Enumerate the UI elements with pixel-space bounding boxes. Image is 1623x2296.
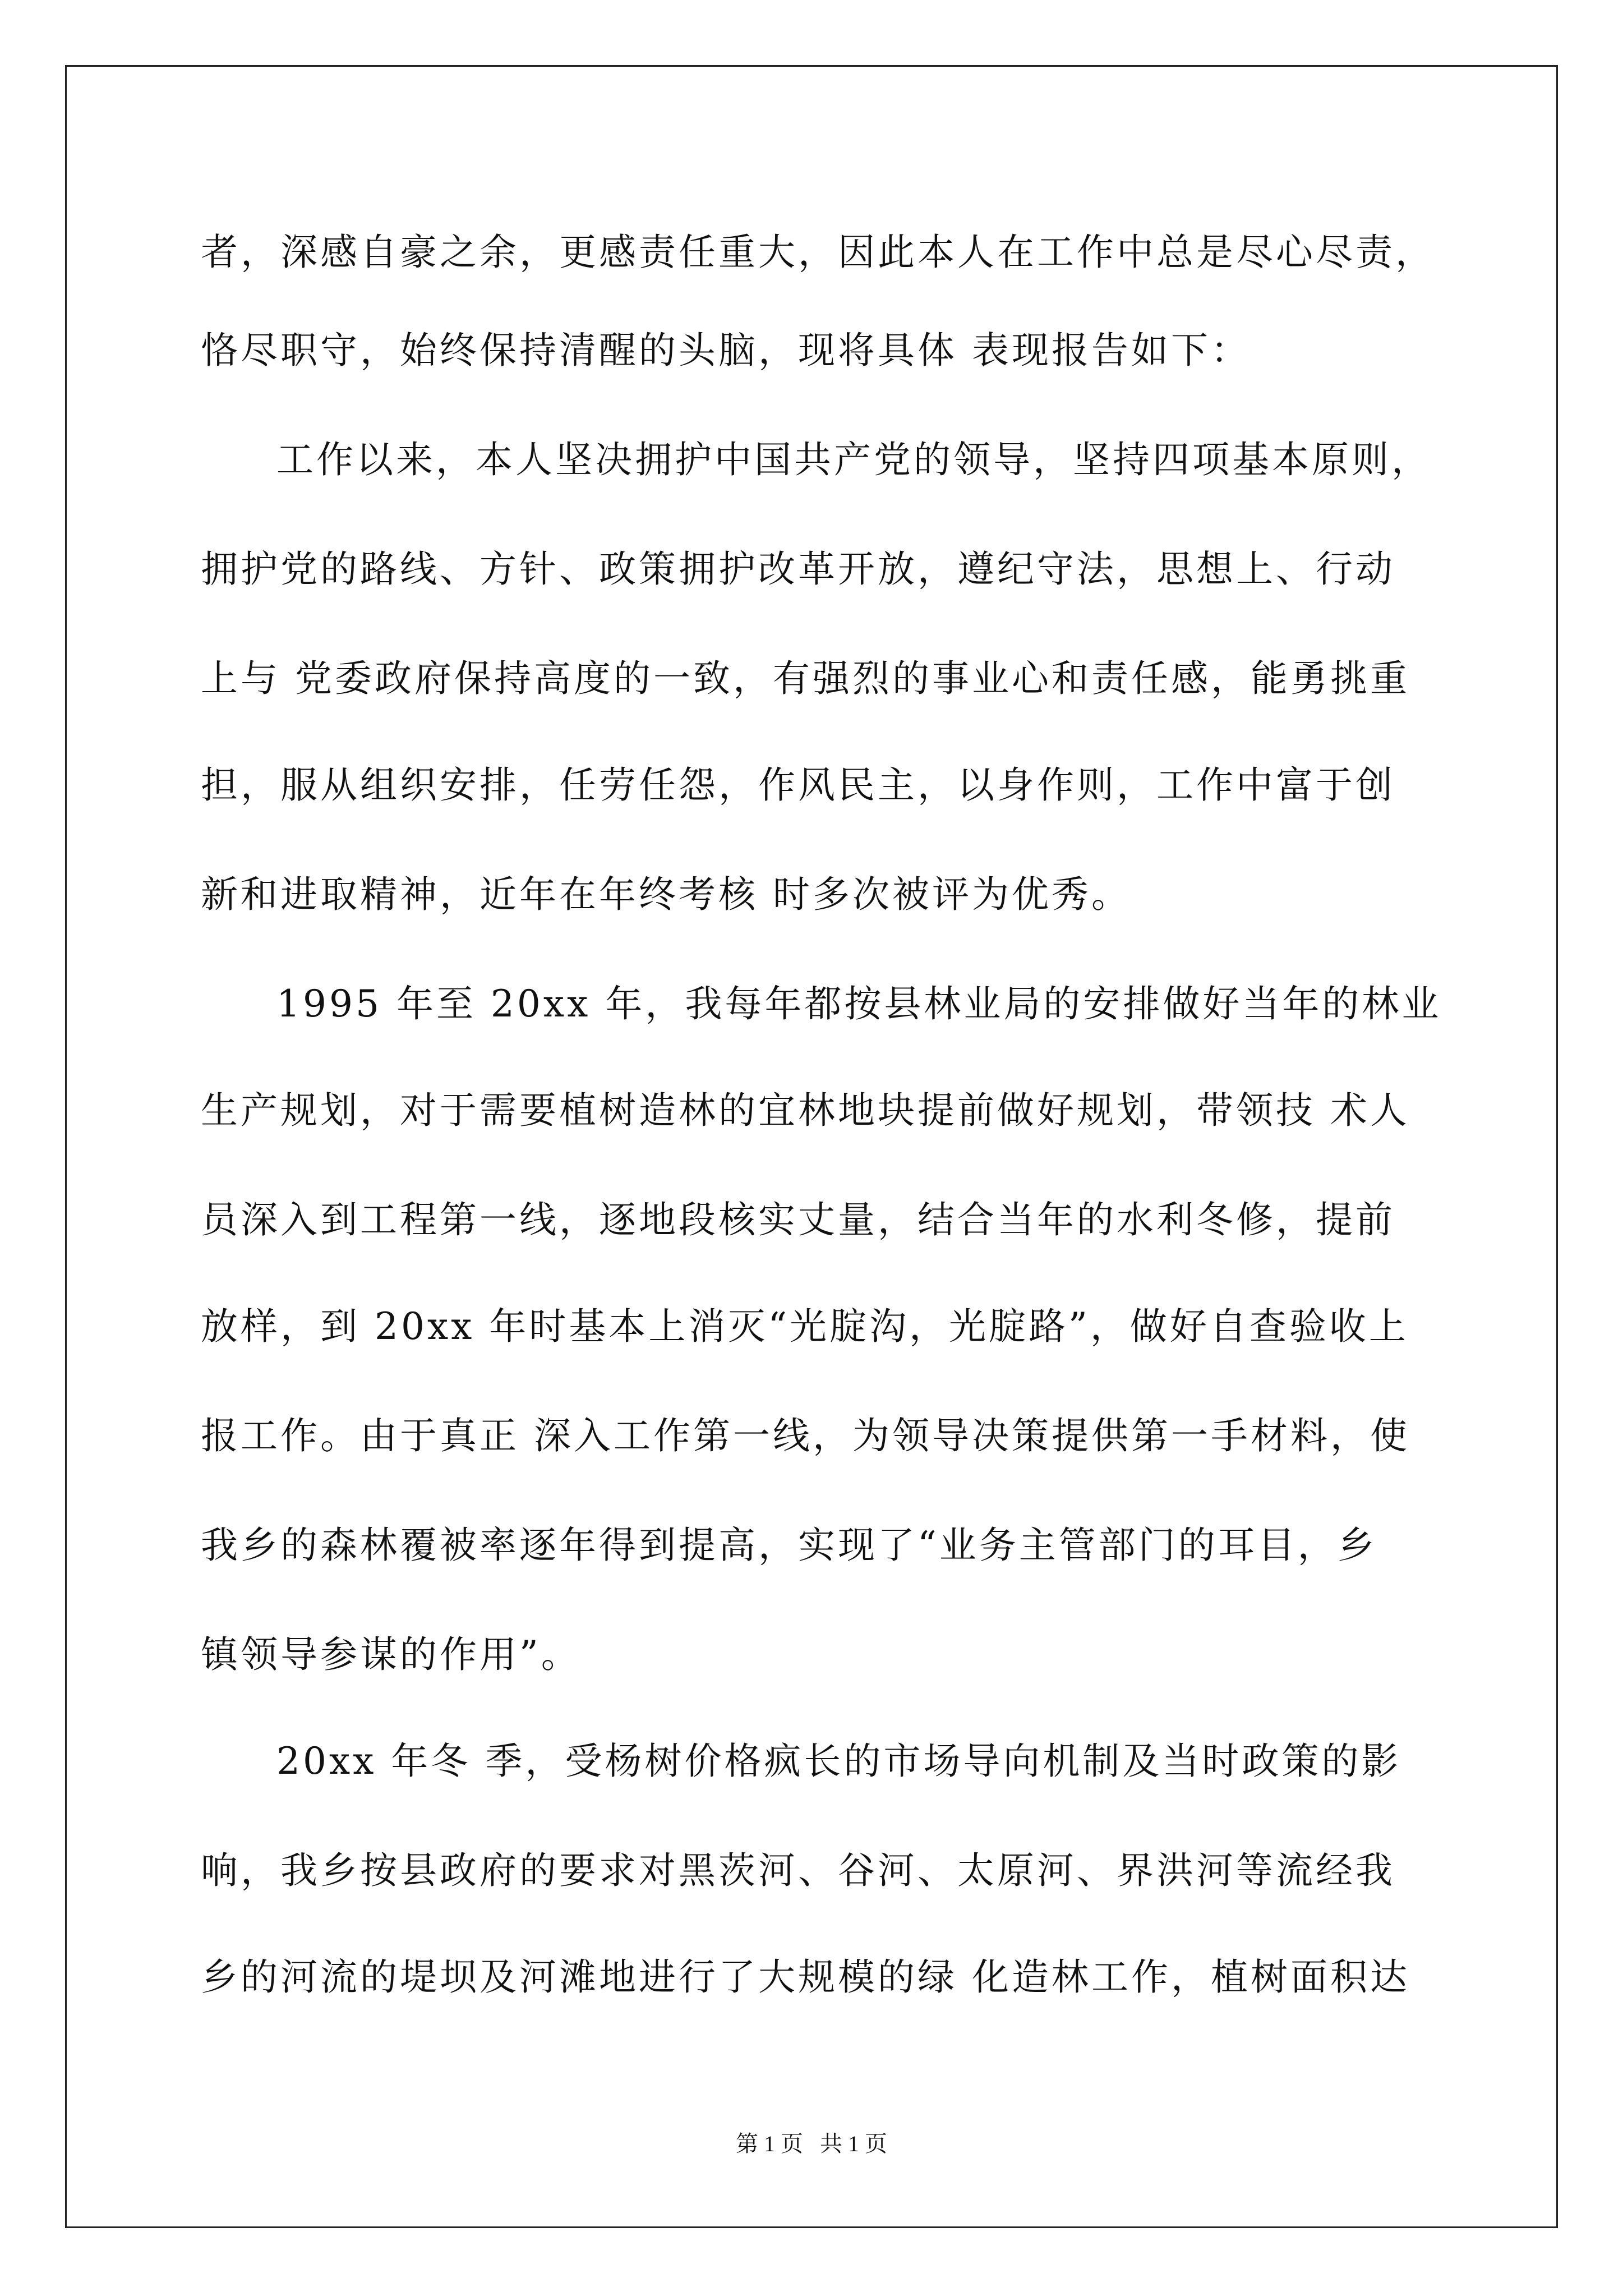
- page-border: [65, 65, 1558, 2228]
- text-line: 拥护党的路线、方针、政策拥护改革开放，遵纪守法，思想上、行动: [201, 547, 1395, 591]
- text-line: 担，服从组织安排，任劳任怨，作风民主，以身作则，工作中富于创: [201, 763, 1395, 807]
- text-line: 放样，到 20xx 年时基本上消灭“光腚沟，光腚路”，做好自查验收上: [201, 1305, 1409, 1348]
- paragraph-start-line: 20xx 年冬 季，受杨树价格疯长的市场导向机制及当时政策的影: [276, 1740, 1401, 1783]
- text-line: 我乡的森林覆被率逐年得到提高，实现了“业务主管部门的耳目，乡: [201, 1524, 1377, 1567]
- text-line: 报工作。由于真正 深入工作第一线，为领导决策提供第一手材料，使: [201, 1414, 1410, 1457]
- page-number-footer: 第 1 页 共 1 页: [736, 2131, 887, 2156]
- paragraph-start-line: 工作以来，本人坚决拥护中国共产党的领导，坚持四项基本原则，: [276, 438, 1431, 481]
- text-line: 上与 党委政府保持高度的一致，有强烈的事业心和责任感，能勇挑重: [201, 657, 1410, 700]
- text-line: 新和进取精神，近年在年终考核 时多次被评为优秀。: [201, 873, 1131, 916]
- text-line: 镇领导参谋的作用”。: [201, 1633, 581, 1676]
- text-line: 员深入到工程第一线，逐地段核实丈量，结合当年的水利冬修，提前: [201, 1198, 1395, 1241]
- text-line: 恪尽职守，始终保持清醒的头脑，现将具体 表现报告如下：: [201, 329, 1251, 372]
- text-line: 乡的河流的堤坝及河滩地进行了大规模的绿 化造林工作，植树面积达: [201, 1955, 1410, 1999]
- text-line: 生产规划，对于需要植树造林的宜林地块提前做好规划，带领技 术人: [201, 1089, 1410, 1132]
- text-line: 响，我乡按县政府的要求对黑茨河、谷河、太原河、界洪河等流经我: [201, 1849, 1395, 1892]
- text-line: 者，深感自豪之余，更感责任重大，因此本人在工作中总是尽心尽责，: [201, 231, 1435, 274]
- paragraph-start-line: 1995 年至 20xx 年，我每年都按县林业局的安排做好当年的林业: [276, 982, 1442, 1025]
